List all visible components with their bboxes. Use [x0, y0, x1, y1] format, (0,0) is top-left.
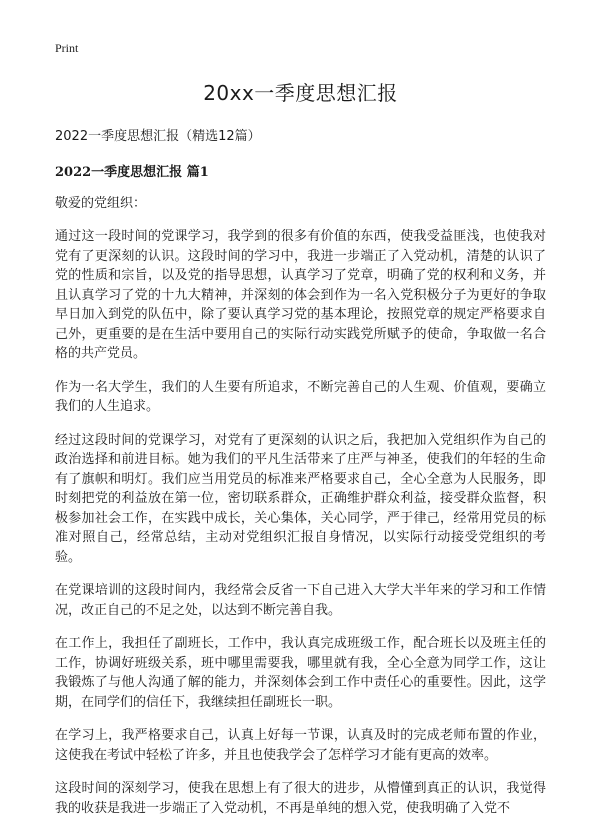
document-subtitle: 2022一季度思想汇报（精选12篇）: [55, 129, 261, 144]
section-heading: 2022一季度思想汇报 篇1: [55, 165, 209, 180]
salutation: 敬爱的党组织：: [55, 196, 147, 211]
print-link[interactable]: Print: [55, 41, 79, 55]
body-paragraph: 作为一名大学生，我们的人生要有所追求，不断完善自己的人生观、价值观，要确立我们的人生追求。: [55, 379, 546, 414]
body-paragraph: 在党课培训的这段时间内，我经常会反省一下自己进入大学大半年来的学习和工作情况，改正自己的不足之处，以达到不断完善自我。: [55, 583, 546, 618]
body-paragraph: 这段时间的深刻学习，使我在思想上有了很大的进步，从懵懂到真正的认识，我觉得我的收获是我进一步端正了入党动机，不再是单纯的想入党，使我明确了入党不: [55, 781, 546, 816]
body-paragraph: 在学习上，我严格要求自己，认真上好每一节课，认真及时的完成老师布置的作业，这使我在考试中轻松了许多，并且也使我学会了怎样学习才能有更高的效率。: [55, 728, 546, 763]
body-paragraph: 通过这一段时间的党课学习，我学到的很多有价值的东西，使我受益匪浅，也使我对党有了更深刻的认识。这段时间的学习中，我进一步端正了入党动机，清楚的认识了党的性质和宗旨，以及党的指导思想，认真学习了党章，明确了党的权利和义务，并且认真学习了党的十九大精神，并深刻的体会到作为一名入党积极分子为更好的争取早日加入到党的队伍中，除了要认真学习党的基本理论，按照党章的规定严格要求自己外，更重要的是在生活中要用自己的实际行动实践党所赋予的使命，争取做一名合格的共产党员。: [55, 229, 546, 361]
body-paragraph: 经过这段时间的党课学习，对党有了更深刻的认识之后，我把加入党组织作为自己的政治选择和前进目标。她为我们的平凡生活带来了庄严与神圣，使我们的年轻的生命有了旗帜和明灯。我们应当用党员的标准来严格要求自己，全心全意为人民服务，即时刻把党的利益放在第一位，密切联系群众，正确维护群众利益，接受群众监督，积极参加社会工作，在实践中成长，关心集体，关心同学，严于律己，经常用党员的标准对照自己，经常总结，主动对党组织汇报自身情况，以实际行动接受党组织的考验。: [55, 432, 546, 565]
page-title: 20xx一季度思想汇报: [203, 81, 398, 105]
body-paragraph: 在工作上，我担任了副班长，工作中，我认真完成班级工作，配合班长以及班主任的工作，协调好班级关系，班中哪里需要我，哪里就有我，全心全意为同学工作，这让我锻炼了与他人沟通了解的能力，并深刻体会到工作中责任心的重要性。因此，这学期，在同学们的信任下，我继续担任副班长一职。: [55, 636, 546, 710]
